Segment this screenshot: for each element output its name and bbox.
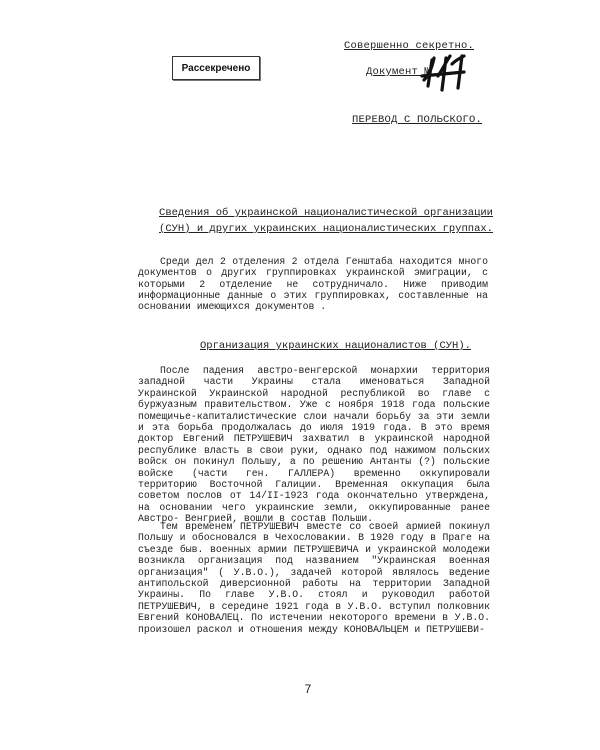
body-paragraph: Тем временем ПЕТРУШЕВИЧ вместе со своей армией покинул Польшу и обосновался в Чехословакии. В 1920 году в Праге на съезде быв. военных армии ПЕТРУШЕВИЧА и украинской молодежи возникла организация под названием "Украинская военная организация" ( У.В.О.), задачей которой являлось ведение антипольской диверсионной работы на территории Западной Украины. По главе У.В.О. стоял и руководил работой ПЕТРУШЕВИЧ, в середине 1921 года в У.В.О. вступил полковник Евгений КОНОВАЛЕЦ. По истечении некоторого времени в У.В.О. произошел раскол и отношения между КОНОВАЛЬЦЕМ и ПЕТРУШЕВИ- <box>138 521 490 635</box>
declassified-stamp <box>172 56 260 80</box>
handwritten-number-mark <box>418 50 466 94</box>
title-line-2: (СУН) и других украинских националистических группах. <box>159 223 493 235</box>
declassified-stamp-label: Рассекречено <box>181 62 251 74</box>
body-paragraph: После падения австро-венгерской монархии территория западной части Украины стала именоваться Западной Украинской Украинской народной республикой во главе с буржуазным правительством. Уже с ноября 1918 года польские помещичье-капиталистические слои начали борьбу за эти земли и эта борьба продолжалась до июля 1919 года. В это время доктор Евгений ПЕТРУШЕВИЧ захватил в украинской народной республике власть в свои руки, однако под нажимом польских войск он покинул Польшу, а по решению Антанты (?) польские войске (части ген. ГАЛЛЕРА) временно оккупировали территорию Восточной Галиции. Временная оккупация была советом послов от 14/II-1923 года окончательно утверждена, на основании чего украинские земли, оккупированные ранее Австро- Венгрией, вошли в состав Польши. <box>138 365 490 525</box>
document-title <box>156 205 496 237</box>
section-heading: Организация украинских националистов (СУН). <box>200 340 471 352</box>
translation-note: ПЕРЕВОД С ПОЛЬСКОГО. <box>352 114 483 126</box>
secrecy-marking: Совершенно секретно. <box>344 40 475 52</box>
title-line-1: Сведения об украинской националистической организации <box>159 207 493 219</box>
document-number-label: Документ № <box>366 66 432 78</box>
intro-paragraph: Среди дел 2 отделения 2 отдела Генштаба находится много документов о других группировках украинской эмиграции, с которыми 2 отделение не сотрудничало. Ниже приводим информационные данные о этих группировках, составленные на основании имеющихся документов . <box>138 256 488 313</box>
page-number: 7 <box>304 682 312 696</box>
